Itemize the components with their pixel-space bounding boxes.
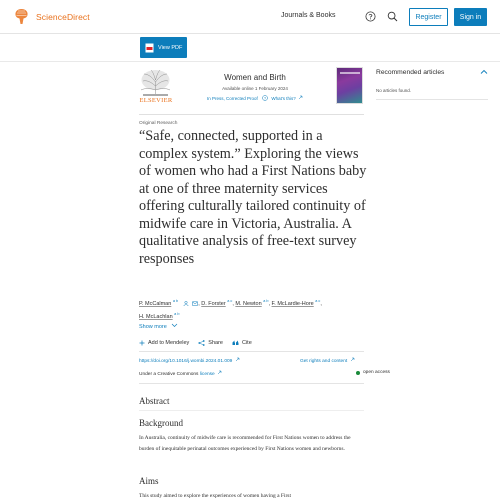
article-type: Original Research: [139, 121, 178, 126]
elsevier-tree-icon: [13, 8, 30, 25]
article-toolbar: [0, 34, 500, 62]
author-name[interactable]: D. Forster: [201, 300, 226, 307]
external-link-icon: [235, 357, 240, 362]
license-link[interactable]: license: [199, 372, 215, 377]
journal-status-links: [185, 95, 325, 101]
background-heading: Background: [139, 418, 183, 428]
author-affiliation[interactable]: a c: [315, 299, 321, 303]
rights-link[interactable]: [300, 357, 355, 364]
open-access-icon: [356, 371, 360, 375]
search-icon[interactable]: [387, 11, 398, 22]
show-more-button[interactable]: [139, 323, 178, 330]
elsevier-wordmark: ELSEVIER: [139, 97, 173, 104]
svg-text:?: ?: [263, 95, 267, 101]
mendeley-label: Add to Mendeley: [148, 340, 190, 346]
quote-icon: [232, 340, 239, 346]
author-affiliation[interactable]: a b: [263, 299, 269, 303]
external-link-icon: [350, 357, 355, 362]
background-paragraph: In Australia, continuity of midwife care is recommended for First Nations women to address the burden of inequitable perinatal outcomes experienced by First Nations women and newborns.: [139, 435, 351, 452]
journal-title[interactable]: Women and Birth: [224, 73, 286, 82]
license-notice: [139, 370, 222, 377]
help-icon[interactable]: [365, 11, 376, 22]
divider: [139, 383, 364, 384]
brand-name: ScienceDirect: [36, 11, 90, 22]
share-icon: [198, 340, 205, 346]
article-title: “Safe, connected, supported in a complex system.” Exploring the views of women who had a First Nations baby at one of three maternity services offering culturally tailored continuity of midwife care in Victoria, Australia. A qualitative analysis of free-text survey responses: [139, 128, 367, 267]
doi-text: https://doi.org/10.1016/j.wombi.2024.01.009: [139, 359, 233, 364]
in-press-link[interactable]: In Press, Corrected Proof: [207, 96, 258, 101]
journal-cover-image[interactable]: [336, 67, 363, 104]
abstract-heading: Abstract: [139, 396, 170, 406]
article-actions: [139, 340, 252, 346]
help-circle-icon: [262, 95, 268, 101]
person-icon[interactable]: [183, 301, 189, 306]
author-affiliation[interactable]: a b: [172, 299, 179, 303]
plus-icon: [139, 340, 145, 346]
show-more-label: Show more: [139, 324, 167, 330]
chevron-down-icon: [171, 323, 178, 328]
author-name[interactable]: F. McLardie-Hore: [271, 300, 314, 307]
journals-books-link[interactable]: Journals & Books: [281, 12, 336, 19]
view-pdf-button[interactable]: [140, 37, 187, 58]
license-prefix: Under a Creative Commons: [139, 372, 199, 377]
availability-date: Available online 1 February 2024: [222, 86, 288, 91]
view-pdf-label: View PDF: [158, 44, 183, 51]
divider: [139, 351, 364, 352]
pdf-icon: [145, 43, 154, 53]
share-button[interactable]: [198, 340, 223, 346]
whats-this-link[interactable]: What's this?: [271, 96, 296, 101]
author-affiliation[interactable]: a b: [174, 311, 180, 316]
sciencedirect-logo[interactable]: [13, 8, 90, 25]
no-articles-message: No articles found.: [376, 88, 412, 93]
open-access-label: open access: [363, 370, 390, 375]
author-affiliation[interactable]: a c: [227, 299, 233, 303]
doi-link[interactable]: [139, 357, 240, 364]
divider: [139, 114, 364, 115]
sign-in-button[interactable]: Sign in: [454, 8, 487, 26]
cite-button[interactable]: [232, 340, 252, 346]
recommended-articles-title: Recommended articles: [376, 69, 445, 76]
share-label: Share: [208, 340, 223, 346]
aims-heading: Aims: [139, 476, 159, 486]
top-header: [0, 0, 500, 34]
author-name[interactable]: H. McLachlan: [139, 313, 173, 320]
open-access-badge: [356, 370, 390, 375]
aims-paragraph: This study aimed to explore the experiences of women having a First: [139, 493, 291, 499]
divider: [139, 410, 364, 411]
author-name[interactable]: M. Newton: [235, 300, 262, 307]
email-icon[interactable]: [192, 301, 198, 306]
rights-text: Get rights and content: [300, 359, 348, 364]
divider: [376, 99, 488, 100]
author-name[interactable]: P. McCalman: [139, 300, 172, 307]
cite-label: Cite: [241, 340, 252, 346]
external-link-icon: [298, 95, 303, 100]
author-list: P. McCalman $^{a b}$ , D. Forster $^{a c}$, M. Newton $^{a b}$, F. McLardie-Hore $^{a c}$, H. McLachlan $^{a b}$: [139, 299, 322, 320]
add-to-mendeley-button[interactable]: [139, 340, 189, 346]
external-link-icon: [217, 370, 222, 375]
chevron-up-icon[interactable]: [480, 68, 488, 76]
register-button[interactable]: Register: [409, 8, 448, 26]
